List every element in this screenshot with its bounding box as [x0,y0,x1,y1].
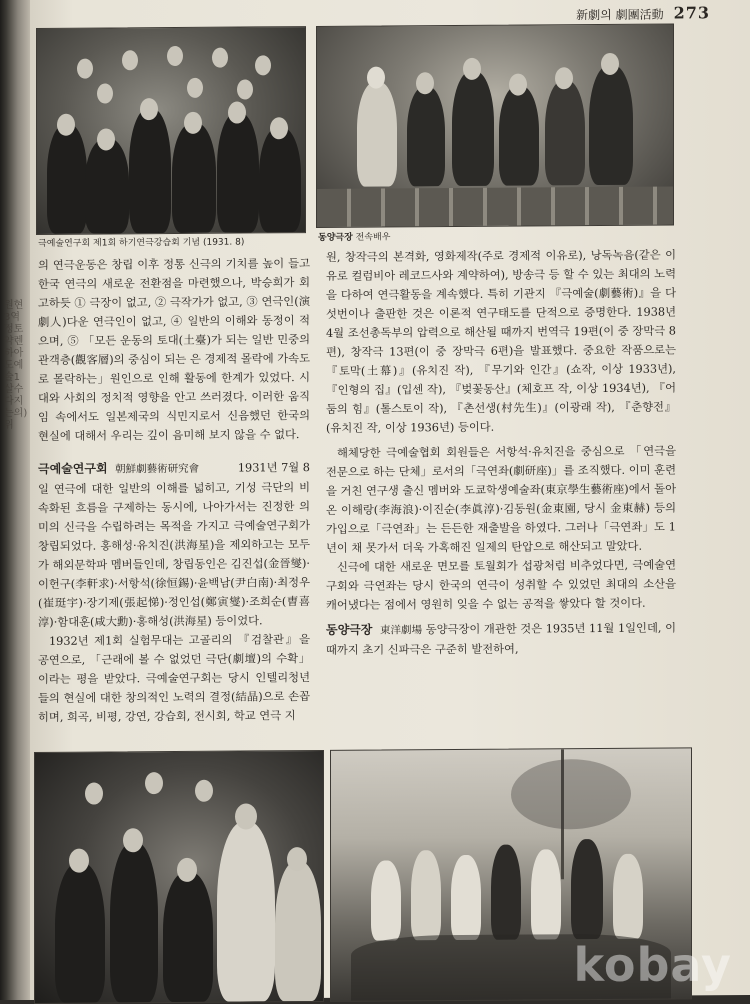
text-column-left [38,254,310,727]
left-paragraph-3: 1932년 제1회 실험무대는 고골리의 『검찰관』을 공연으로, 「근래에 볼 수 없었던 극단(劇壇)의 수확」이라는 평을 받았다. 극예술연구회는 당시 인텔리청년들의 현실에 대한 창의적인 노력의 결정(結晶)으로 손꼽히며, 희곡, 비평, 강연, 강습회, 전시회, 학교 연극 지 [38,633,310,724]
right-paragraph-1: 원, 창작극의 본격화, 영화제작(주로 경제적 이유로), 낭독녹음(같은 이유로 컬럼비아 레코드사와 계약하여), 방송극 등 할 수 있는 최대의 노력을 다하여 연극활동을 계속했다. 특히 기관지 『극예술(劇藝術)』을 다섯번이나 출판한 것은 이론적 연구태도를 단적으로 증명한다. 1938년 4월 조선총독부의 압력으로 해산될 때까지 번역극 19편(이 중 장막극 8편), 창작극 13편(이 중 장막극 6편)을 발표했다. 중요한 작품으로는 『토막(土幕)』(유치진 작), 『무기와 인간』(쇼작, 이상 1933년), 『인형의 집』(입센 작), 『벚꽃동산』(체호프 작, 이상 1934년), 『어둠의 힘』(톨스토이 작), 『촌선생(村先生)』(이광래 작), 『춘향전』(유치진 작, 이상 1936년) 등이다. [326,248,676,435]
running-header-title: 新劇의 劇團活動 [576,7,664,23]
book-page [30,0,750,1000]
section-title-kart: 극예술연구회 [38,461,108,476]
section-heading-kart [38,458,310,480]
left-paragraph-1: 의 연극운동은 창립 이후 정통 신극의 기치를 높이 들고 한국 연극의 새로운 전환점을 마련했으나, 박승희가 회고하듯 ① 극장이 없고, ② 극작가가 없고, ③ 연극인(演劇人)다운 연극인이 없고, ④ 일반의 이해와 동정이 적으며, ⑤ 「모든 운동의 토대(土臺)가 되는 일반 민중의 관객층(觀客層)의 중심이 되는 은 경제적 몰락에 가속도로 몰락하는」원인으로 인해 활동에 한계가 있었다. 시대와 사회의 정치적 영향을 안고 쓰러졌다. 이러한 움직임 속에서도 일본제국의 식민지로서 신음했던 한국의 현실에 대해서 우리는 깊이 음미해 보지 않을 수 없다. [38,257,310,443]
caption-top-right-title: 동양극장 [318,232,353,243]
running-header [576,3,710,23]
section-title-dongyang-hanja: 東洋劇場 [380,624,423,637]
caption-top-right [318,229,390,243]
left-page-margin-text: 원현3역정토약렌하아도예술1살수다지는의)위 [4,300,28,431]
photo-group-top-left [36,26,306,235]
photo-group-top-right [316,24,674,228]
right-paragraph-4: 동양극장이 개관한 것은 1935년 11월 1일인데, 이때까지 초기 신파극은 구준히 발전하여, [326,621,676,657]
section-heading-dongyang [326,618,676,659]
section-title-kart-hanja: 朝鮮劇藝術研究會 [115,462,200,476]
kobay-watermark: kobay [573,938,732,992]
text-column-right [326,245,676,659]
right-paragraph-3: 신극에 대한 새로운 면모를 토월회가 섭광처럼 비추었다면, 극예술연구회와 극연좌는 당시 한국의 연극이 성취할 수 있었던 최대의 소산을 캐어냈다는 점에서 영원히 잊을 수 없는 공적을 쌓았다 할 것이다. [326,558,676,612]
caption-top-right-rest: 전속배우 [355,232,391,243]
photo-group-bottom-left [34,750,324,1004]
left-paragraph-2: 일 연극에 대한 일반의 이해를 넓히고, 기성 극단의 비속화된 흐름을 구제하는 동시에, 나아가서는 진정한 의미의 신극을 수립하려는 목적을 가지고 극예술연구회가 창립되었다. 홍해성·유치진(洪海星)을 제외하고는 모두가 해외문학파 멤버들인데, 창립동인은 김진섭(金晉燮)·이헌구(李軒求)·서항석(徐恒錫)·윤백남(尹白南)·최정우(崔珽宇)·장기제(張起悌)·정인섭(鄭寅燮)·조희순(曺喜淳)·함대훈(咸大勳)·홍해성(洪海星) 등이었다. [38,481,310,629]
right-paragraph-2: 해체당한 극예술협회 회원들은 서항석·유치진을 중심으로 「연극을 전문으로 하는 단체」로서의「극연좌(劇研座)」를 조직했다. 이미 훈련을 거친 연구생 출신 멤버와 도쿄학생예술좌(東京學生藝術座)에서 돌아온 이해랑(李海浪)·이진순(李眞淳)·김동원(金東園, 당시 金東赫) 등의 가입으로「극연좌」는 든든한 재출발을 하였다. 그러나「극연좌」도 1년이 채 못가서 더욱 가혹해진 일제의 탄압으로 해산되고 말았다. [326,444,676,555]
page-number: 273 [673,3,710,23]
caption-top-left: 극예술연구회 제1회 하기연극강습회 기념 (1931. 8) [38,237,245,249]
section-date-kart: 1931년 7월 8 [237,461,310,475]
section-title-dongyang: 동양극장 [326,622,373,637]
